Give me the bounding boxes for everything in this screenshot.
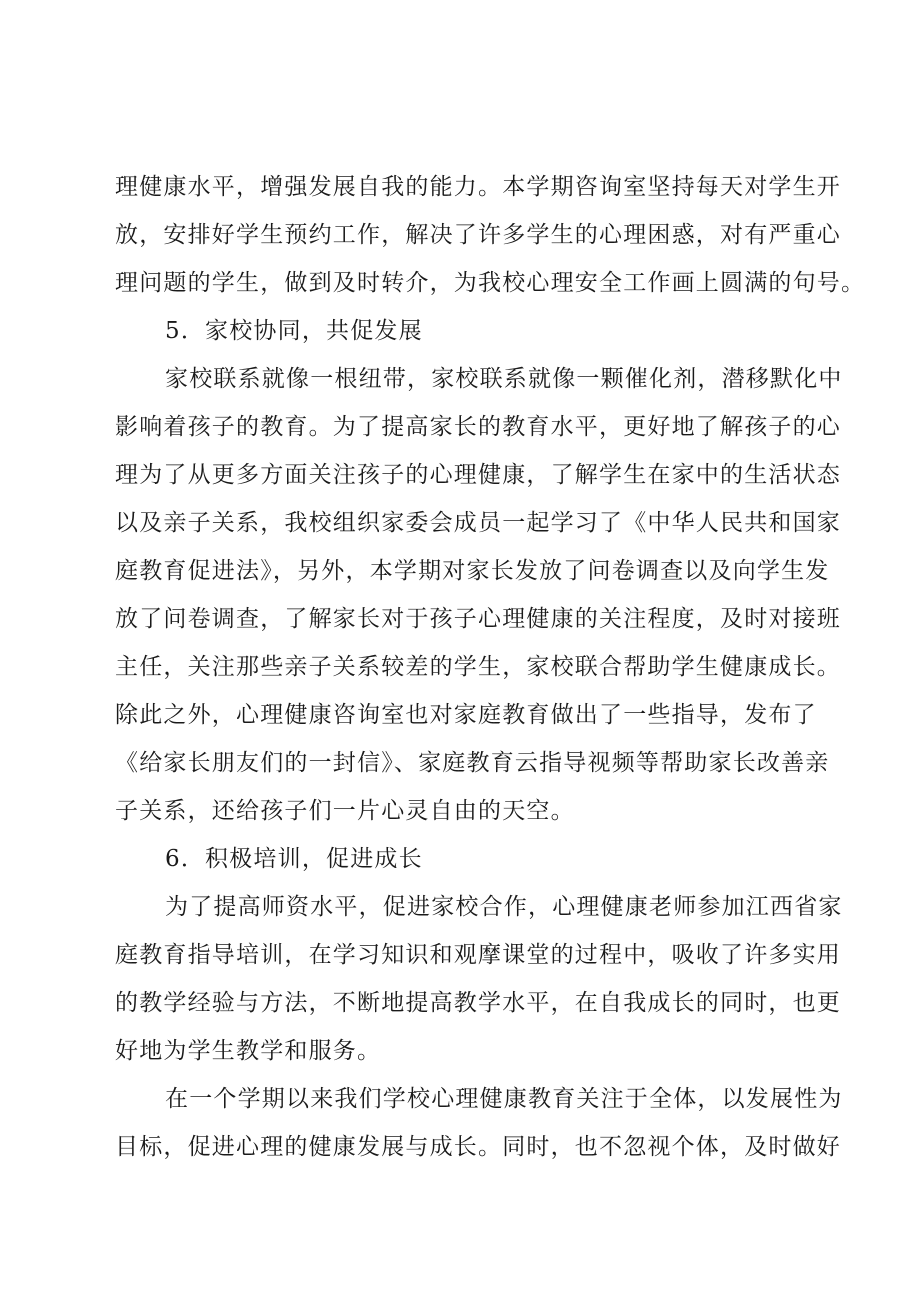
body-line: 目标，促进心理的健康发展与成长。同时，也不忽视个体，及时做好 [115, 1134, 841, 1160]
section-heading-5: 5．家校协同，共促发展 [165, 318, 423, 344]
body-line: 的教学经验与方法，不断地提高教学水平，在自我成长的同时，也更 [115, 990, 841, 1016]
body-line: 庭教育指导培训，在学习知识和观摩课堂的过程中，吸收了许多实用 [115, 942, 841, 968]
body-line: 以及亲子关系，我校组织家委会成员一起学习了《中华人民共和国家 [115, 510, 841, 536]
body-line: 影响着孩子的教育。为了提高家长的教育水平，更好地了解孩子的心 [115, 414, 841, 440]
body-line: 放了问卷调查，了解家长对于孩子心理健康的关注程度，及时对接班 [115, 606, 841, 632]
body-line: 除此之外，心理健康咨询室也对家庭教育做出了一些指导，发布了 [115, 702, 817, 728]
body-line: 《给家长朋友们的一封信》、家庭教育云指导视频等帮助家长改善亲 [115, 750, 830, 776]
section-heading-6: 6．积极培训，促进成长 [165, 846, 423, 872]
paragraph-start: 家校联系就像一根纽带，家校联系就像一颗催化剂，潜移默化中 [165, 366, 843, 392]
paragraph-start: 为了提高师资水平，促进家校合作，心理健康老师参加江西省家 [165, 894, 843, 920]
body-line: 子关系，还给孩子们一片心灵自由的天空。 [115, 798, 575, 824]
body-line: 庭教育促进法》，另外，本学期对家长发放了问卷调查以及向学生发 [115, 558, 830, 584]
paragraph-start: 在一个学期以来我们学校心理健康教育关注于全体，以发展性为 [165, 1086, 843, 1112]
body-line: 主任，关注那些亲子关系较差的学生，家校联合帮助学生健康成长。 [115, 654, 841, 680]
body-line: 好地为学生教学和服务。 [115, 1038, 382, 1064]
body-line: 理健康水平，增强发展自我的能力。本学期咨询室坚持每天对学生开 [115, 174, 841, 200]
body-line: 放，安排好学生预约工作，解决了许多学生的心理困惑，对有严重心 [115, 222, 841, 248]
body-line: 理为了从更多方面关注孩子的心理健康，了解学生在家中的生活状态 [115, 462, 841, 488]
body-line: 理问题的学生，做到及时转介，为我校心理安全工作画上圆满的句号。 [115, 270, 866, 296]
